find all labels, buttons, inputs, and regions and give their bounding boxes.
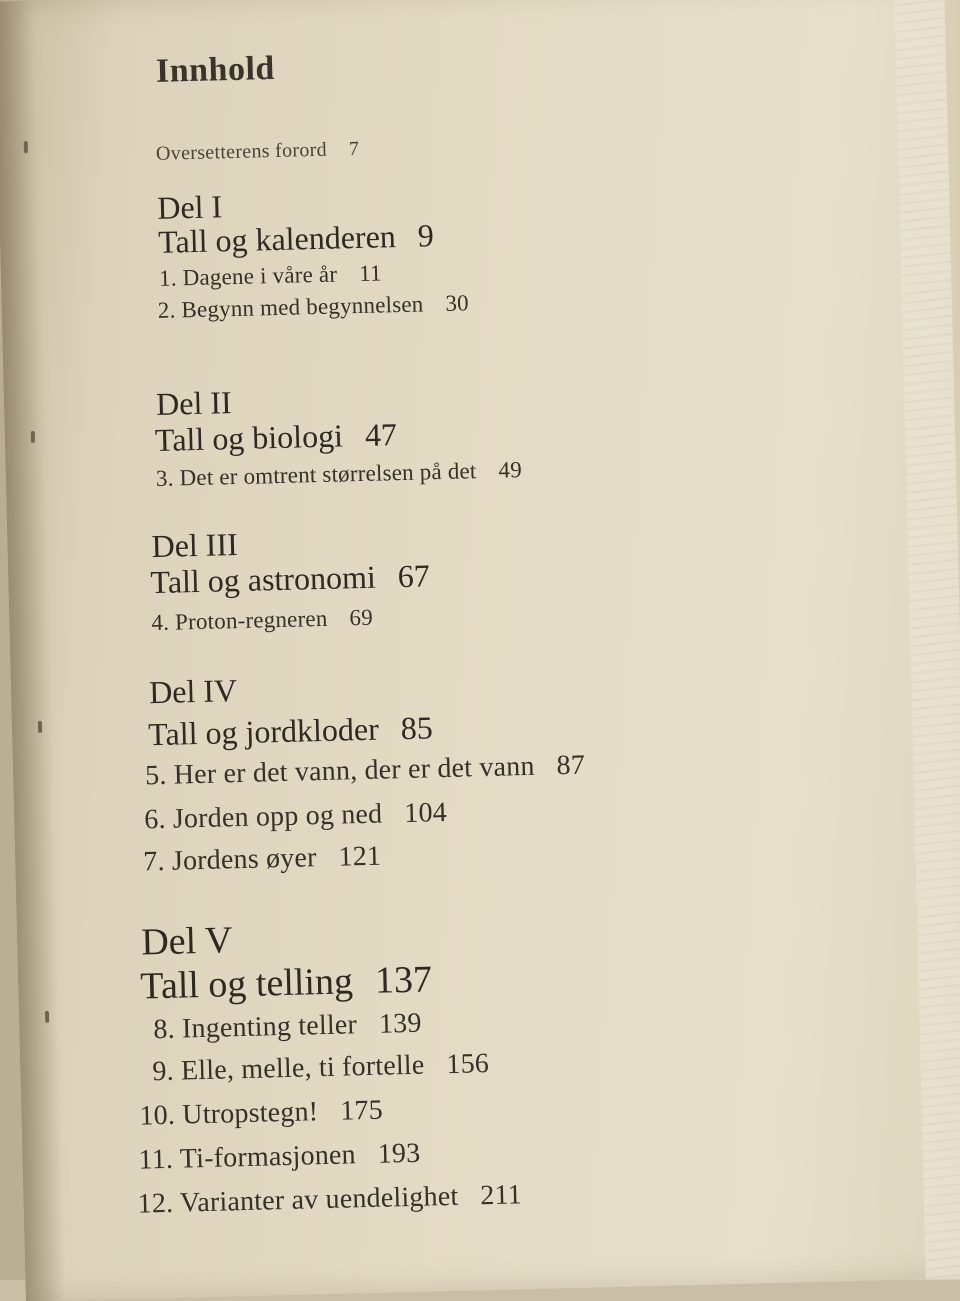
toc-entry — [137, 1179, 522, 1220]
entry-label: 11. Ti-formasjonen — [138, 1139, 357, 1176]
entry-page: 156 — [446, 1048, 490, 1081]
part-number: Del IV — [148, 672, 238, 711]
page-title: Innhold — [155, 49, 276, 90]
toc-entry — [144, 797, 447, 836]
entry-page: 11 — [358, 260, 382, 286]
part-title — [158, 217, 434, 261]
toc-entry — [159, 260, 382, 291]
entry-label: 12. Varianter av uendelighet — [137, 1180, 459, 1220]
toc-entry — [152, 1048, 489, 1088]
entry-label: 3. Det er omtrent størrelsen på det — [155, 458, 477, 491]
entry-label: 1. Dagene i våre år — [158, 261, 338, 291]
entry-label: 8. Ingenting teller — [153, 1009, 358, 1046]
part-page: 9 — [417, 217, 435, 254]
part-title-label: Tall og jordkloder — [147, 710, 380, 753]
entry-page: 87 — [556, 749, 586, 782]
part-page: 85 — [400, 709, 434, 747]
part-title-label: Tall og telling — [139, 960, 354, 1008]
entry-page: 104 — [403, 796, 448, 830]
part-page: 137 — [374, 958, 433, 1002]
toc-entry — [156, 457, 523, 492]
entry-label: 5. Her er det vann, der er det vann — [144, 750, 535, 792]
part-title — [148, 709, 433, 753]
part-title — [150, 557, 430, 601]
part-number: Del V — [140, 919, 233, 964]
toc-entry — [138, 1138, 421, 1177]
entry-label: 10. Utropstegn! — [139, 1096, 319, 1132]
toc-entry-preface — [156, 138, 360, 166]
entry-page: 69 — [349, 604, 374, 631]
entry-page: 7 — [348, 137, 360, 161]
part-title — [140, 957, 433, 1008]
part-page: 47 — [364, 416, 398, 453]
entry-page: 139 — [378, 1007, 422, 1040]
entry-page: 30 — [445, 290, 470, 316]
toc-entry — [139, 1095, 383, 1133]
toc-entry — [145, 750, 586, 793]
entry-page: 193 — [377, 1137, 421, 1170]
entry-label: 9. Elle, melle, ti fortelle — [152, 1049, 425, 1088]
entry-label: 4. Proton-regneren — [151, 605, 328, 636]
entry-page: 121 — [338, 840, 382, 873]
part-title-label: Tall og biologi — [154, 417, 344, 458]
entry-page: 49 — [498, 457, 523, 483]
part-number: Del II — [155, 384, 233, 422]
entry-label: 6. Jorden opp og ned — [143, 798, 383, 836]
toc-entry — [153, 1008, 422, 1047]
part-title — [155, 416, 398, 459]
part-title-label: Tall og kalenderen — [157, 218, 397, 260]
part-title-label: Tall og astronomi — [150, 558, 377, 601]
toc-entry — [151, 605, 373, 636]
entry-page: 211 — [479, 1179, 523, 1212]
part-number: Del III — [151, 526, 239, 565]
toc-entry — [143, 841, 382, 879]
entry-label: Oversetterens forord — [155, 138, 328, 165]
part-number: Del I — [156, 188, 223, 226]
toc-entry — [158, 290, 470, 324]
part-page: 67 — [397, 557, 431, 595]
entry-label: 2. Begynn med begynnelsen — [157, 291, 424, 323]
entry-label: 7. Jordens øyer — [142, 842, 317, 878]
entry-page: 175 — [339, 1094, 384, 1127]
